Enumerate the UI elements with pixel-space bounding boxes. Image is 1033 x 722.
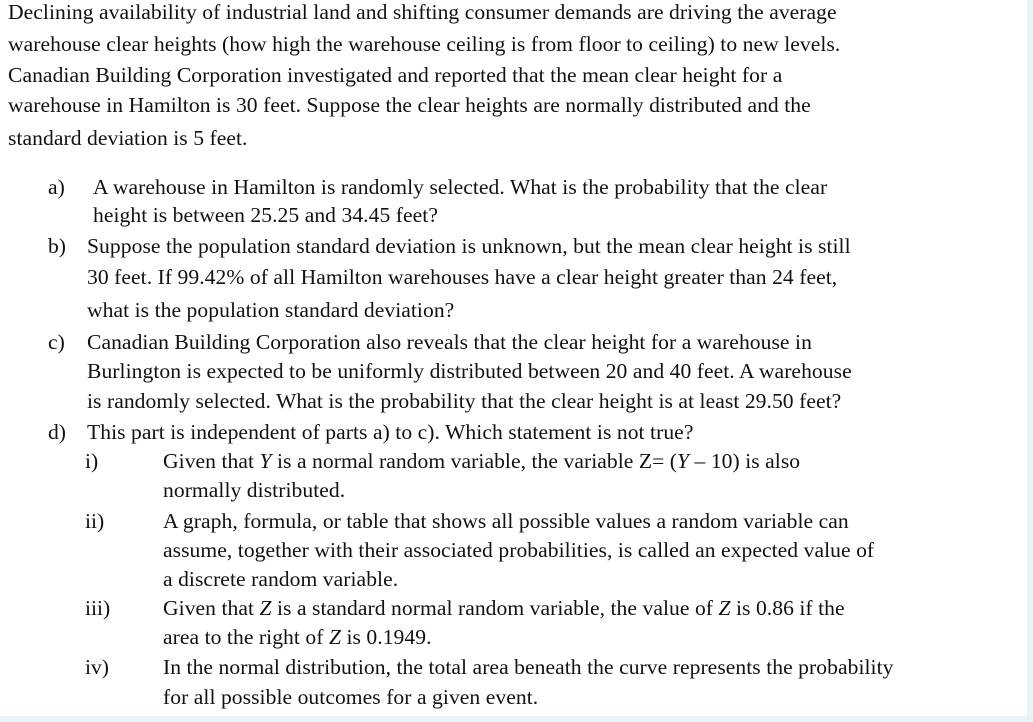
intro-line: Canadian Building Corporation investigated and reported that the mean clear height for a: [8, 63, 783, 87]
option-label: ii): [85, 509, 105, 533]
question-line: Burlington is expected to be uniformly distributed between 20 and 40 feet. A warehouse: [87, 359, 852, 383]
option-line: area to the right of Z is 0.1949.: [163, 625, 432, 649]
question-line: Suppose the population standard deviation is unknown, but the mean clear height is still: [87, 234, 851, 258]
option-label: iii): [85, 596, 111, 620]
option-label: iv): [85, 655, 109, 679]
question-label: a): [48, 175, 65, 199]
question-line: Canadian Building Corporation also reveals that the clear height for a warehouse in: [87, 330, 812, 354]
intro-line: standard deviation is 5 feet.: [8, 126, 248, 150]
question-line: 30 feet. If 99.42% of all Hamilton warehouses have a clear height greater than 24 feet,: [87, 265, 838, 289]
option-line: Given that Y is a normal random variable, the variable Z= (Y – 10) is also: [163, 449, 801, 473]
question-line: This part is independent of parts a) to c). Which statement is not true?: [87, 420, 694, 444]
option-line: In the normal distribution, the total area beneath the curve represents the probability: [163, 655, 894, 679]
variable-y: Y: [677, 449, 690, 473]
option-line: normally distributed.: [163, 478, 346, 502]
variable-z: Z: [259, 596, 272, 620]
question-line: A warehouse in Hamilton is randomly selected. What is the probability that the clear: [93, 175, 828, 199]
question-line: is randomly selected. What is the probability that the clear height is at least 29.50 feet?: [87, 389, 842, 413]
variable-z: Z: [718, 596, 731, 620]
intro-line: warehouse clear heights (how high the warehouse ceiling is from floor to ceiling) to new levels.: [8, 32, 841, 56]
option-line: A graph, formula, or table that shows all possible values a random variable can: [163, 509, 849, 533]
variable-y: Y: [259, 449, 272, 473]
option-line: Given that Z is a standard normal random variable, the value of Z is 0.86 if the: [163, 596, 845, 620]
option-label: i): [85, 449, 99, 473]
intro-line: Declining availability of industrial land and shifting consumer demands are driving the average: [8, 0, 837, 24]
option-line: assume, together with their associated probabilities, is called an expected value of: [163, 538, 875, 562]
question-label: b): [48, 234, 66, 258]
option-line: a discrete random variable.: [163, 567, 399, 591]
question-line: height is between 25.25 and 34.45 feet?: [93, 203, 438, 227]
question-label: c): [48, 330, 65, 354]
intro-line: warehouse in Hamilton is 30 feet. Suppose the clear heights are normally distributed and the: [8, 93, 811, 117]
variable-z: Z: [328, 625, 341, 649]
question-line: what is the population standard deviation?: [87, 298, 455, 322]
option-line: for all possible outcomes for a given event.: [163, 685, 539, 709]
question-label: d): [48, 420, 66, 444]
